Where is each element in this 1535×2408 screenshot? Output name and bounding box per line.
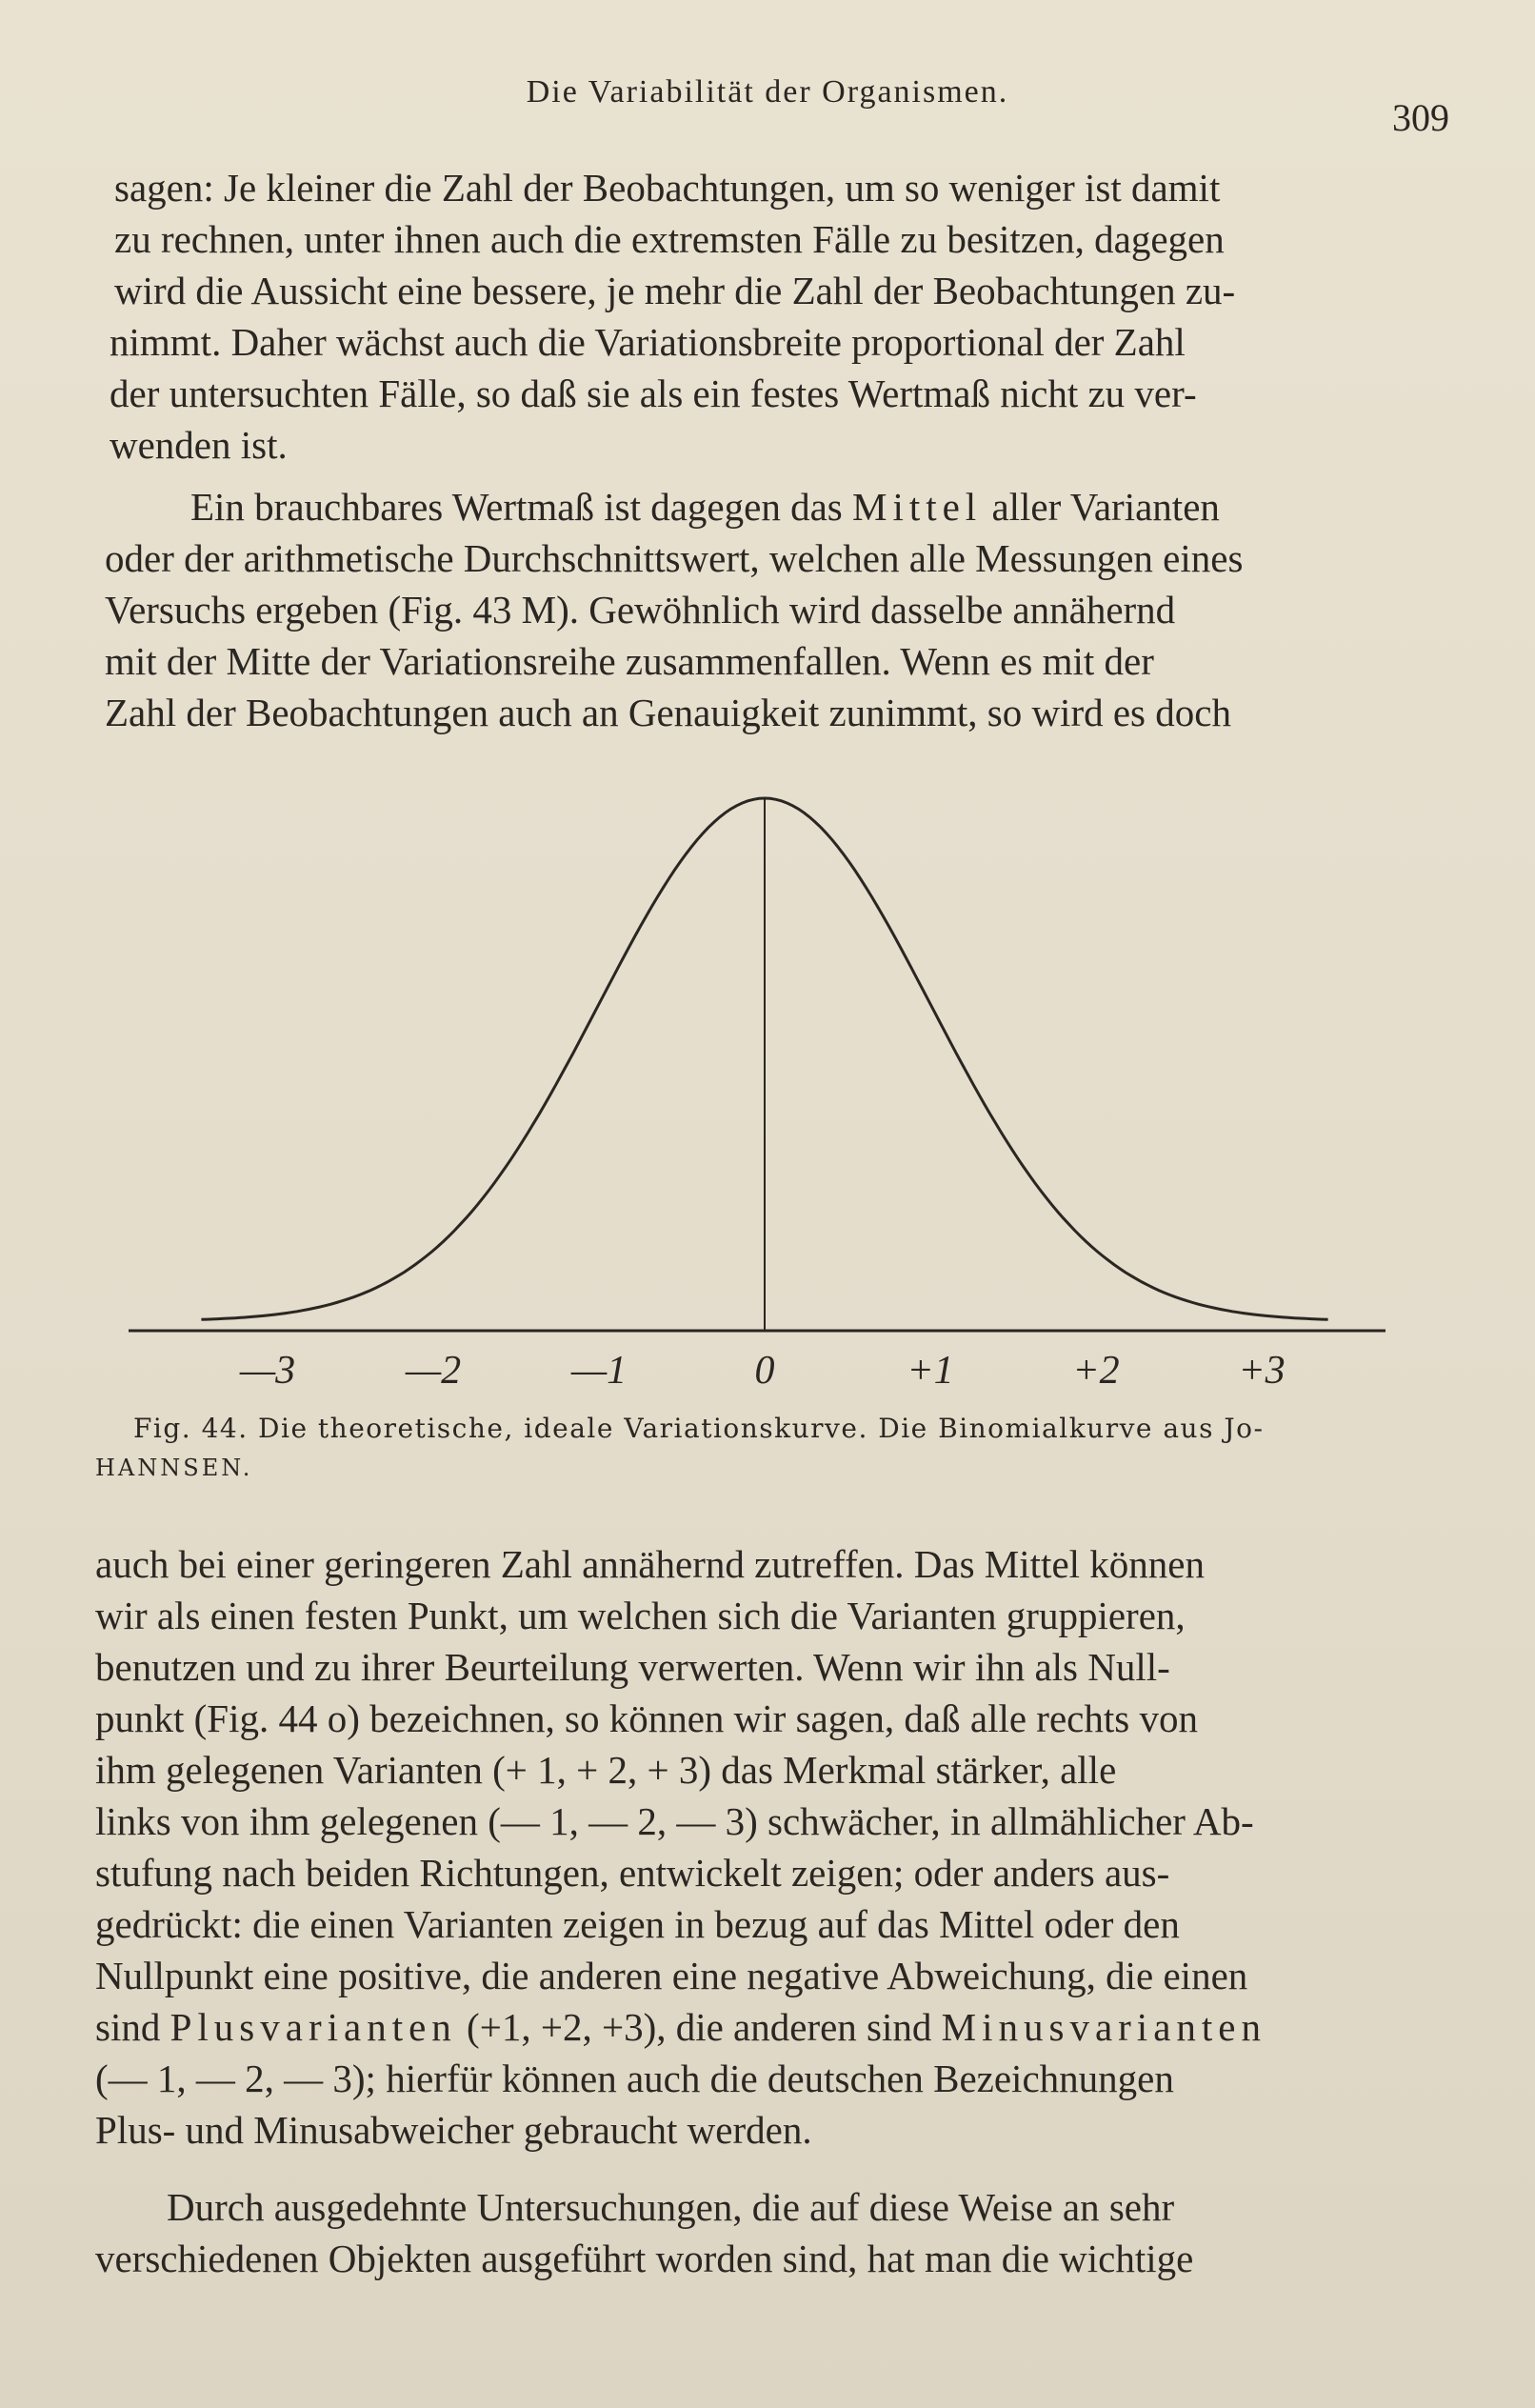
text-line: zu rechnen, unter ihnen auch die extremsten Fälle zu besitzen, dagegen	[114, 217, 1225, 261]
text-line: der untersuchten Fälle, so daß sie als ein festes Wertmaß nicht zu ver-	[110, 371, 1197, 415]
caption-author: HANNSEN.	[95, 1455, 253, 1481]
text-run: (+1, +2, +3), die anderen sind	[467, 2005, 932, 2049]
text-line: ihm gelegenen Varianten (+ 1, + 2, + 3) das Merkmal stärker, alle	[95, 1748, 1117, 1792]
text-line: oder der arithmetische Durchschnittswert, welchen alle Messungen eines	[105, 536, 1244, 580]
text-line: Versuchs ergeben (Fig. 43 M). Gewöhnlich wird dasselbe annähernd	[105, 588, 1176, 632]
text-line: nimmt. Daher wächst auch die Variationsbreite proportional der Zahl	[110, 320, 1186, 364]
text-line: wir als einen festen Punkt, um welchen sich die Varianten gruppieren,	[95, 1594, 1186, 1637]
spaced-term-minusvarianten: Minusvarianten	[941, 2005, 1266, 2049]
text-line: auch bei einer geringeren Zahl annähernd zutreffen. Das Mittel können	[95, 1542, 1205, 1586]
text-run: aller Varianten	[991, 485, 1220, 529]
text-line: gedrückt: die einen Varianten zeigen in bezug auf das Mittel oder den	[95, 1902, 1180, 1946]
caption-label: Fig. 44.	[133, 1413, 249, 1444]
spaced-term-mittel: Mittel	[851, 485, 983, 529]
text-line	[95, 481, 1447, 532]
page-number: 309	[1392, 96, 1449, 139]
x-tick-label: —3	[239, 1349, 296, 1391]
figure-variation-curve	[0, 772, 1535, 1391]
text-line: benutzen und zu ihrer Beurteilung verwerten. Wenn wir ihn als Null-	[95, 1645, 1170, 1689]
paragraph-2	[95, 481, 1447, 738]
paragraph-1	[95, 162, 1447, 471]
x-tick-label: +2	[1072, 1349, 1120, 1391]
text-line: wenden ist.	[110, 423, 288, 467]
x-tick-labels	[239, 1349, 1286, 1391]
text-line: (— 1, — 2, — 3); hierfür können auch die deutschen Bezeichnungen	[95, 2057, 1174, 2100]
paragraph-3	[95, 1538, 1447, 2156]
text-line: verschiedenen Objekten ausgeführt worden sind, hat man die wichtige	[95, 2237, 1194, 2280]
text-line: wird die Aussicht eine bessere, je mehr die Zahl der Beobachtungen zu-	[114, 269, 1236, 312]
paragraph-4	[95, 2181, 1447, 2284]
text-line: Plus- und Minusabweicher gebraucht werden.	[95, 2108, 812, 2152]
running-title: Die Variabilität der Organismen.	[526, 74, 1009, 110]
text-line: punkt (Fig. 44 o) bezeichnen, so können wir sagen, daß alle rechts von	[95, 1696, 1198, 1740]
x-tick-label: —2	[405, 1349, 462, 1391]
text-line: stufung nach beiden Richtungen, entwickelt zeigen; oder anders aus-	[95, 1851, 1170, 1895]
caption-text: Die theoretische, ideale Variationskurve. Die Binomialkurve aus Jo-	[258, 1413, 1265, 1444]
x-tick-label: 0	[754, 1349, 775, 1391]
text-line: links von ihm gelegenen (— 1, — 2, — 3) schwächer, in allmählicher Ab-	[95, 1799, 1254, 1843]
text-line: Durch ausgedehnte Untersuchungen, die auf diese Weise an sehr	[167, 2185, 1175, 2229]
text-line: Nullpunkt eine positive, die anderen eine negative Abweichung, die einen	[95, 1954, 1248, 1997]
spaced-term-plusvarianten: Plusvarianten	[169, 2005, 457, 2049]
text-line: mit der Mitte der Variationsreihe zusammenfallen. Wenn es mit der	[105, 639, 1154, 683]
text-run: Ein brauchbares Wertmaß ist dagegen das	[190, 485, 843, 529]
text-line: sagen: Je kleiner die Zahl der Beobachtungen, um so weniger ist damit	[114, 166, 1221, 210]
x-tick-label: +1	[907, 1349, 954, 1391]
text-line: Zahl der Beobachtungen auch an Genauigkeit zunimmt, so wird es doch	[105, 691, 1231, 734]
x-tick-label: —1	[570, 1349, 628, 1391]
figure-caption	[95, 1410, 1447, 1487]
chart-svg	[0, 772, 1535, 1391]
text-run: sind	[95, 2005, 161, 2049]
text-line	[95, 2001, 1447, 2053]
x-tick-label: +3	[1238, 1349, 1286, 1391]
